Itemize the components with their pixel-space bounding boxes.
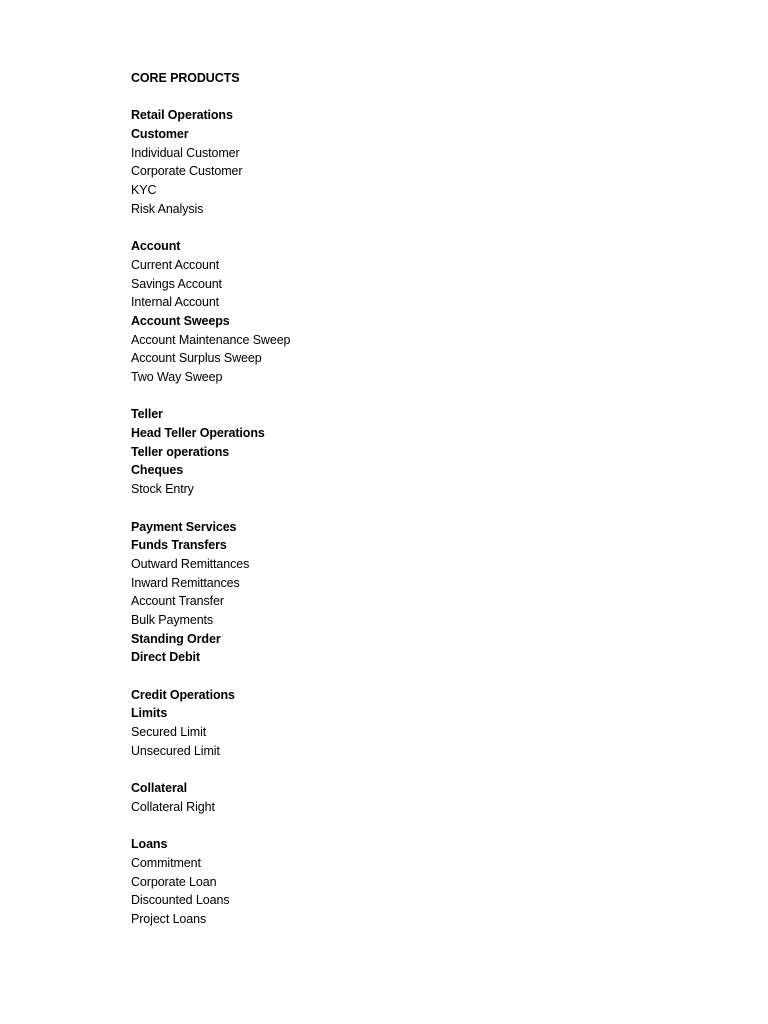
- section: [131, 106, 691, 218]
- heading-line: Payment Services: [131, 519, 237, 534]
- heading-line: Customer: [131, 127, 189, 142]
- heading-line: Account: [131, 239, 181, 254]
- heading-line: Funds Transfers: [131, 538, 227, 553]
- item-line: Unsecured Limit: [131, 743, 220, 758]
- item-line: Inward Remittances: [131, 575, 240, 590]
- section: [131, 779, 691, 816]
- document-title: CORE PRODUCTS: [131, 71, 240, 85]
- item-line: Corporate Loan: [131, 874, 217, 889]
- item-line: Commitment: [131, 855, 201, 870]
- heading-line: Direct Debit: [131, 650, 200, 665]
- item-line: Bulk Payments: [131, 612, 214, 627]
- item-line: Risk Analysis: [131, 201, 204, 216]
- heading-line: Retail Operations: [131, 108, 233, 123]
- item-line: Savings Account: [131, 276, 222, 291]
- heading-line: Limits: [131, 706, 168, 721]
- item-line: KYC: [131, 183, 157, 198]
- section: [131, 237, 691, 387]
- section: [131, 835, 691, 928]
- item-line: Account Transfer: [131, 594, 224, 609]
- section: [131, 686, 691, 761]
- item-line: Two Way Sweep: [131, 370, 223, 384]
- heading-line: Cheques: [131, 463, 184, 478]
- item-line: Stock Entry: [131, 482, 194, 497]
- heading-line: Standing Order: [131, 631, 221, 646]
- heading-line: Credit Operations: [131, 687, 235, 702]
- item-line: Discounted Loans: [131, 893, 230, 908]
- item-line: Current Account: [131, 257, 220, 272]
- item-line: Account Maintenance Sweep: [131, 332, 291, 347]
- heading-line: Collateral: [131, 781, 187, 796]
- heading-line: Head Teller Operations: [131, 426, 265, 441]
- heading-line: Account Sweeps: [131, 313, 230, 328]
- item-line: Collateral Right: [131, 799, 215, 814]
- item-line: Secured Limit: [131, 725, 207, 740]
- section: [131, 518, 691, 668]
- item-line: Corporate Customer: [131, 164, 243, 179]
- document-content: [131, 69, 691, 929]
- item-line: Account Surplus Sweep: [131, 351, 262, 366]
- item-line: Internal Account: [131, 295, 220, 310]
- item-line: Individual Customer: [131, 145, 240, 160]
- item-line: Project Loans: [131, 911, 207, 926]
- heading-line: Loans: [131, 837, 168, 852]
- item-line: Outward Remittances: [131, 556, 250, 571]
- section: [131, 405, 691, 498]
- section-list: [131, 106, 691, 928]
- heading-line: Teller: [131, 407, 163, 422]
- heading-line: Teller operations: [131, 444, 230, 459]
